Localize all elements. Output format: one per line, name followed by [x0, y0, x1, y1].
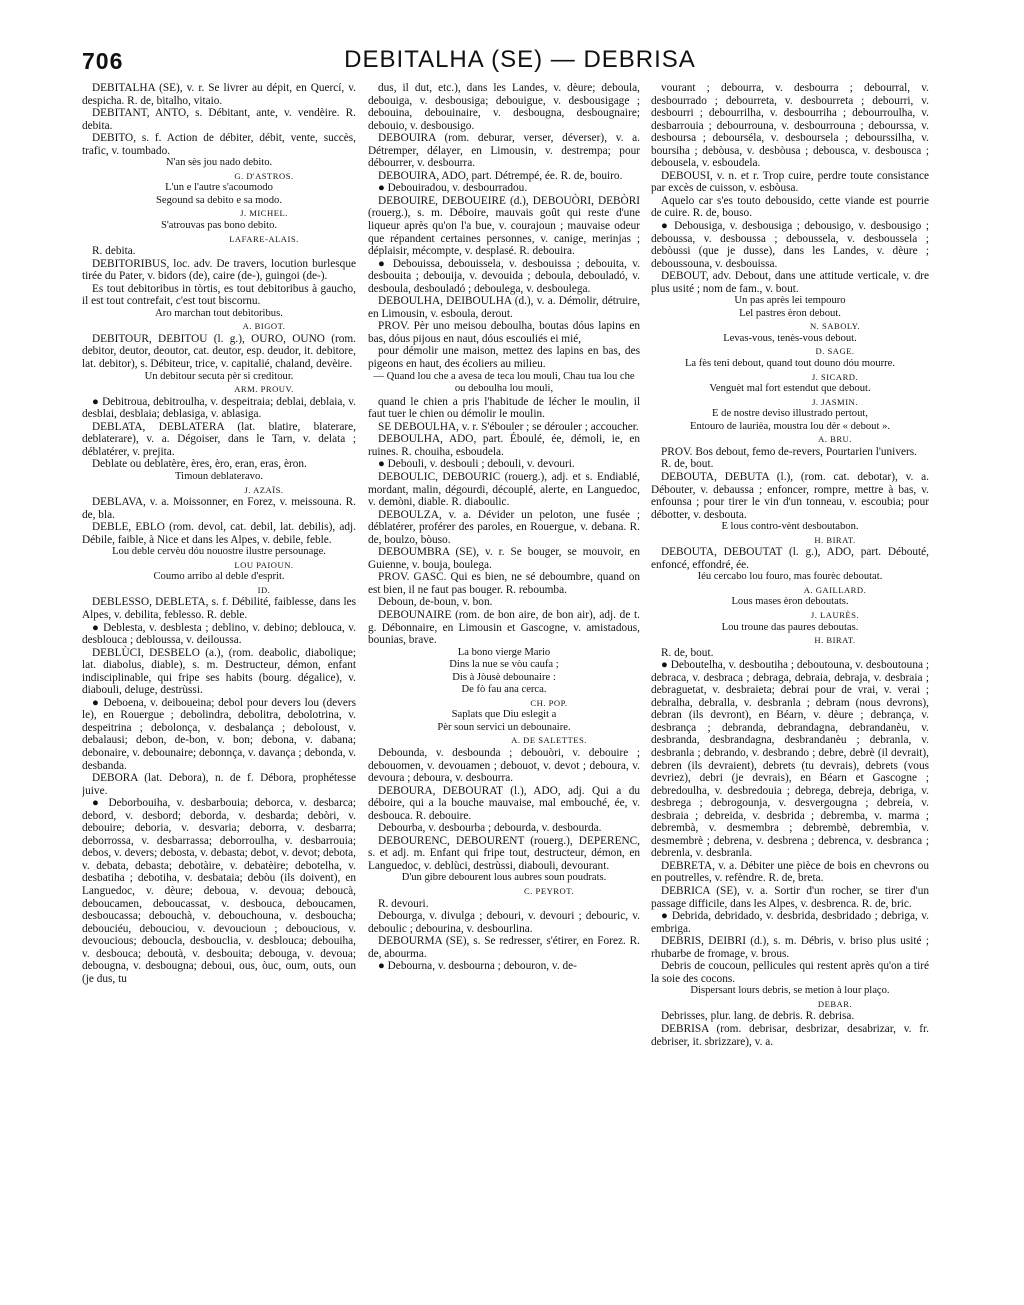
- entry-paragraph: DEBLÙCI, DESBELO (a.), (rom. deabolic, diabolique; lat. diabolus, diable), s. m. Destructeur, démon, enfant indisciplinable, qui fripe ses habits (bourg. dégalice), v. diabouli, deluge, destrùssi.: [82, 646, 356, 697]
- entry-paragraph: Debourba, v. desbourba ; debourda, v. desbourda.: [378, 822, 602, 835]
- citation-author: H. BIRAT.: [814, 635, 856, 646]
- entry-paragraph: DEBOURENC, DEBOURENT (rouerg.), DEPERENC, s. et adj. m. Enfant qui fripe tout, destructeur, démon, en Languedoc, v. deblùci, destrùssi, diabouli, devourant.: [368, 834, 640, 872]
- citation-author: A. DE SALETTES.: [511, 735, 587, 746]
- entry-paragraph: Es tout debitoribus in tòrtis, es tout debitoribus à gaucho, il est tout contrefait, c'est tout biscornu.: [82, 282, 356, 308]
- citation-author: A. GAILLARD.: [803, 584, 867, 595]
- entry-paragraph: DEBITORIBUS, loc. adv. De travers, locution burlesque tirée du Pater, v. bidors (de), caire (de-), guingoi (de-).: [82, 257, 356, 283]
- citation-quote: Segound sa debito e sa modo.: [156, 194, 282, 206]
- entry-paragraph: ● Deborbouiha, v. desbarbouia; deborca, v. desbarca; debord, v. desbord; deborda, v. desbarda; debòri, v. debouire; deboria, v. desvaria; deborra, v. desbarra; deborrossa, v. desbarrassa; deborroulha, v. desbarrouia; debos, v. devers; debosta, v. debasta; debot, v. devot; debota, v. debata, debasta; debotàire, v. debatèire; debotelha, v. desbatiha ; debotiha, v. desbataia; debòu (ils doivent), en Languedoc, v. dèure; deboua, v. devoua; deboucà, deboucamen, deboucassat, v. desbouca, deboucamen, desboucassa; debouchà, v. debouchouna, v. desboucha; debouciéu, debouciou, v. devoucioun ; deboucious, v. devoucious; deboucla, desbouclia, v. desblouca; debouiha, v. desbouca; deboutà, v. desbouita; debouga, v. devoua; debougna, v. desbougna; deboui, ous, òuc, oum, outs, oun (je dus, tu: [82, 797, 356, 985]
- citation-author: DEBAR.: [817, 998, 853, 1009]
- citation-author: J. JASMIN.: [812, 396, 858, 407]
- citation-quote: N'an sès jou nado debito.: [165, 157, 273, 169]
- citation-author: D. SAGE.: [815, 346, 855, 357]
- citation-quote: E de nostre deviso illustrado pertout,: [712, 408, 868, 420]
- citation-author: ARM. PROUV.: [234, 384, 294, 395]
- entry-paragraph: DEBORA (lat. Debora), n. de f. Débora, prophétesse juive.: [82, 772, 356, 797]
- entry-paragraph: Deblate ou deblatère, ères, èro, eran, eras, èron.: [92, 458, 307, 471]
- citation-quote: D'un gibre debourent lous aubres soun poudrats.: [401, 872, 607, 884]
- citation-quote: Dins la nue se vòu caufa ;: [449, 659, 559, 671]
- citation-quote: Coumo arribo al deble d'esprit.: [153, 571, 285, 583]
- entry-paragraph: Deboun, de-boun, v. bon.: [378, 596, 493, 609]
- citation-quote: S'atrouvas pas bono debito.: [160, 220, 278, 232]
- citation-quote: Iéu cercabo lou fouro, mas fourèc deboutat.: [697, 571, 883, 583]
- citation-quote: E lous contro-vènt desboutabon.: [721, 521, 859, 533]
- entry-paragraph: pour démolir une maison, mettez des lapins en bas, des pigeons en haut, des écoliers au milieu.: [368, 345, 640, 371]
- entry-paragraph: DEBOURA, DEBOURAT (l.), ADO, adj. Qui a du déboire, qui a la bouche mauvaise, mal embouché, ée, v. desbouca. R. debouire.: [368, 784, 640, 822]
- entry-paragraph: DEBOUT, adv. Debout, dans une attitude verticale, v. dre plus usité ; nom de fam., v. bout.: [651, 270, 929, 295]
- entry-paragraph: DEBOUIRA (rom. deburar, verser, déverser), v. a. Détremper, délayer, en Limousin, v. destrempa; pour débourrer, v. desbourra.: [368, 132, 640, 170]
- entry-paragraph: DEBOUIRA, ADO, part. Détrempé, ée. R. de, bouiro.: [378, 169, 623, 182]
- entry-paragraph: Debrisses, plur. lang. de debris. R. debrisa.: [661, 1010, 855, 1023]
- citation-quote: Lou troune das paures deboutas.: [721, 621, 859, 633]
- citation-author: A. BRU.: [818, 434, 852, 445]
- entry-paragraph: Aquelo car s'es touto debousido, cette viande est pourrie de cuire. R. de, bouso.: [651, 194, 929, 220]
- entry-paragraph: DEBLAVA, v. a. Moissonner, en Forez, v. meissouna. R. de, bla.: [82, 496, 356, 521]
- entry-paragraph: R. debita.: [92, 245, 136, 258]
- page-number: 706: [82, 48, 124, 74]
- entry-paragraph: SE DEBOULHA, v. r. S'ébouler ; se dérouler ; accoucher.: [378, 420, 639, 433]
- entry-paragraph: DEBITOUR, DEBITOU (l. g.), OURO, OUNO (rom. debitor, deutor, deoutor, cat. deutor, esp. deudor, it. debitore, lat. debitor), s. Débiteur, trice, v. capitalié, chaland, devèire.: [82, 332, 356, 371]
- entry-paragraph: DEBOULHA, ADO, part. Éboulé, ée, démoli, ie, en ruines. R. chouiha, esboudela.: [368, 433, 640, 458]
- entry-paragraph: DEBRIS, DEIBRI (d.), s. m. Débris, v. briso plus usité ; rhubarbe de fromage, v. brous.: [651, 935, 929, 960]
- entry-paragraph: R. de, bout.: [661, 646, 714, 659]
- citation-quote: De fò fau ana cerca.: [461, 684, 547, 696]
- citation-quote: Lous mases èron deboutats.: [731, 596, 849, 608]
- page-header: [82, 44, 958, 82]
- citation-quote: Lel pastres èron debout.: [739, 307, 841, 319]
- entry-paragraph: DEBOURMA (SE), s. Se redresser, s'étirer, en Forez. R. de, abourma.: [368, 935, 640, 960]
- entry-paragraph: ● Debrida, debridado, v. desbrida, desbridado ; debriga, v. embriga.: [651, 910, 929, 935]
- entry-paragraph: ● Deblesta, v. desblesta ; deblino, v. debino; deblouca, v. desblouca ; debloussa, v. deiloussa.: [82, 621, 356, 647]
- citation-quote: — Quand lou che a avesa de teca lou mouli, Chau tua lou che ou deboulha lou mouli,: [373, 370, 635, 395]
- entry-paragraph: DEBRICA (SE), v. a. Sortir d'un rocher, se tirer d'un passage difficile, dans les Alpes, v. desbrenca. R. de, bric.: [651, 885, 929, 910]
- citation-quote: Timoun deblateravo.: [175, 470, 263, 482]
- column-1: [82, 82, 356, 1297]
- entry-paragraph: DEBOUMBRA (SE), v. r. Se bouger, se mouvoir, en Guienne, v. bouja, boulega.: [368, 546, 640, 571]
- citation-quote: Venguèt mal fort estendut que debout.: [709, 383, 871, 395]
- entry-paragraph: PROV. Pèr uno meisou deboulha, boutas dóus lapins en bas, dóus pijous en naut, dóus escouliés ei mié,: [368, 320, 640, 345]
- entry-paragraph: ● Debouiradou, v. desbourradou.: [378, 182, 528, 195]
- citation-quote: L'un e l'autre s'acoumodo: [165, 182, 273, 194]
- entry-paragraph: DEBITO, s. f. Action de débiter, débit, vente, succès, trafic, v. toumbado.: [82, 132, 356, 157]
- citation-author: J. LAURÈS.: [810, 609, 860, 620]
- citation-quote: Pèr soun servici un debounaire.: [437, 721, 571, 733]
- citation-quote: Saplats que Diu eslegit a: [451, 709, 557, 721]
- entry-paragraph: DEBITANT, ANTO, s. Débitant, ante, v. vendèire. R. debita.: [82, 107, 356, 132]
- citation-author: A. BIGOT.: [242, 321, 286, 332]
- entry-paragraph: Debourga, v. divulga ; debouri, v. devouri ; debouric, v. debouliс ; debourina, v. desbourlina.: [368, 910, 640, 935]
- entry-paragraph: Debounda, v. desbounda ; debouòri, v. debouire ; debouomen, v. devouamen ; debouot, v. devot ; deboura, v. devoura ; deboura, v. desbourra.: [368, 746, 640, 785]
- entry-paragraph: ● Debouissa, debouissela, v. desbouissa ; debouita, v. desbouita ; debouija, v. devouida ; deboula, debouladó, v. desboula, desbouladó ; deboulega, v. desboulega.: [368, 257, 640, 295]
- entry-paragraph: DEBOUIRE, DEBOUEIRE (d.), DEBOUÒRI, DEBÒRI (rouerg.), s. m. Déboire, mauvais goût qui reste d'une liqueur après qu'on l'a bue, v. courajoun ; mauvaise odeur que répandent certaines personnes, v. canige, merinjas ; déplaisir, mécompte, v. desplasé. R. debouira.: [368, 194, 640, 258]
- citation-quote: Dispersant lours debris, se metion à lour plaço.: [690, 985, 890, 997]
- running-title: DEBITALHA (SE) — DEBRISA: [344, 46, 696, 73]
- citation-quote: Un pas après lei tempouro: [734, 295, 846, 307]
- entry-paragraph: DEBOUTA, DEBOUTAT (l. g.), ADO, part. Débouté, enfoncé, effondré, ée.: [651, 546, 929, 571]
- entry-paragraph: DEBLATA, DEBLATERA (lat. blatire, blaterare, deblaterare), v. a. Dégoiser, dans le Tarn, v. delata ; déblatérer, v. prejita.: [82, 420, 356, 458]
- citation-author: C. PEYROT.: [524, 886, 574, 896]
- entry-paragraph: DEBLESSO, DEBLETA, s. f. Débilité, faiblesse, dans les Alpes, v. debilita, feblesso. R. deble.: [82, 596, 356, 621]
- entry-paragraph: DEBITALHA (SE), v. r. Se livrer au dépit, en Quercí, v. despicha. R. de, bitalho, vitaio.: [82, 82, 356, 107]
- entry-paragraph: dus, il dut, etc.), dans les Landes, v. dèure; deboula, debouiga, v. desbousiga; debouigue, v. desbousigage ; debouina, debouinaire, v. desbougna, desbougnaire; debouio, v. desbousigo.: [368, 82, 640, 132]
- entry-paragraph: DEBOULZA, v. a. Dévider un peloton, une fusée ; déblatérer, proférer des paroles, en Rouergue, v. debana. R. de, boulzo, bòuso.: [368, 508, 640, 546]
- entry-paragraph: DEBRETA, v. a. Débiter une pièce de bois en chevrons ou en poutrelles, v. refèndre. R. de, breta.: [651, 859, 929, 885]
- citation-author: H. BIRAT.: [814, 534, 856, 545]
- column-3: [651, 82, 929, 1297]
- entry-paragraph: DEBOULIC, DEBOURIC (rouerg.), adj. et s. Endiablé, mordant, malin, dégourdi, découplé, alerte, en Languedoc, v. demòni, diable. R. diabouliс.: [368, 470, 640, 509]
- entry-paragraph: PROV. GASC. Qui es bien, ne sé deboumbre, quand on est bien, il ne faut pas bouger. R. reboumba.: [368, 571, 640, 596]
- entry-paragraph: DEBLE, EBLO (rom. devol, cat. debil, lat. debilis), adj. Débile, faible, à Nice et dans les Alpes, v. debile, feble.: [82, 521, 356, 546]
- entry-paragraph: ● Debousiga, v. desbousiga ; debousigo, v. desbousigo ; deboussa, v. desboussa ; deboussela, v. desboussela ; debòussi (que je dusse), dans les Landes, v. dèure ; deboussouna, v. desbouissa.: [651, 220, 929, 270]
- entry-paragraph: R. devouri.: [378, 897, 429, 910]
- citation-author: LAFARE-ALAIS.: [229, 233, 299, 244]
- citation-author: N. SABOLY.: [809, 321, 861, 332]
- citation-quote: Dis à Jòusè debounaire :: [452, 671, 556, 683]
- citation-quote: La bono vierge Mario: [457, 646, 551, 658]
- entry-paragraph: DEBRISA (rom. debrisar, desbrizar, desabrizar, v. fr. debriser, it. sbrizzare), v. a.: [651, 1023, 929, 1048]
- citation-quote: Aro marchan tout debitoribus.: [155, 307, 283, 319]
- citation-author: ID.: [257, 584, 271, 595]
- entry-paragraph: quand le chien a pris l'habitude de lécher le moulin, il faut tuer le chien ou démolir le moulin.: [368, 395, 640, 421]
- entry-paragraph: ● Debouli, v. desbouli ; debouli, v. devouri.: [378, 458, 575, 471]
- entry-paragraph: PROV. Bos debout, femo de-revers, Pourtarien l'univers.: [661, 445, 917, 458]
- entry-paragraph: Debris de coucoun, pellicules qui restent après qu'on a tiré la soie des cocons.: [651, 960, 929, 985]
- citation-quote: Levas-vous, tenès-vous debout.: [723, 332, 857, 344]
- entry-paragraph: ● Debitroua, debitroulha, v. despeitraia; deblai, deblaia, v. desblai, desblaia; deblasiga, v. ablasiga.: [82, 395, 356, 421]
- entry-paragraph: DEBOUTA, DEBUTA (l.), (rom. cat. debotar), v. a. Débouter, v. debaussa ; enfoncer, rompre, mettre à bas, v. enfounsa ; pour tirer le vin d'un tonneau, v. escoubia; pour débotter, v. desbouta.: [651, 470, 929, 521]
- citation-quote: La fès teni debout, quand tout douno dóu mourre.: [684, 358, 896, 370]
- citation-author: J. AZAÏS.: [244, 484, 284, 495]
- entry-paragraph: ● Debourna, v. desbourna ; debouron, v. de-: [378, 960, 577, 973]
- entry-paragraph: vourant ; debourra, v. desbourra ; debourral, v. desbourrado ; debourreta, v. desbourreta ; debourri, v. desbourri ; debourrilha, v. desbourriha ; debourroulha, v. desbarrouia ; debourrouna, v. desbourrouna ; debourssa, v. desboursa ; debourséla, v. desboursela ; debourssilha, v. boursiha ; debòusa, v. desbòusa ; debousca, v. desbousca ; debousela, v. esboudela.: [651, 82, 929, 170]
- citation-author: J. SICARD.: [811, 371, 859, 382]
- citation-quote: Lou deble cervèu dóu nouostre ilustre persounage.: [112, 546, 326, 558]
- citation-author: J. MICHEL.: [240, 208, 288, 219]
- citation-quote: Un debitour secuta pèr si creditour.: [144, 370, 294, 382]
- citation-author: G. D'ASTROS.: [234, 170, 294, 181]
- entry-paragraph: DEBOUSI, v. n. et r. Trop cuire, perdre toute consistance par excès de cuisson, v. esbòusa.: [651, 169, 929, 195]
- citation-quote: Entouro de laurièa, moustra lou dèr « debout ».: [689, 420, 891, 432]
- citation-author: CH. POP.: [530, 697, 568, 708]
- citation-author: LOU PAIOUN.: [234, 559, 294, 570]
- entry-paragraph: DEBOULHA, DEIBOULHA (d.), v. a. Démolir, détruire, en Limousin, v. esboula, derout.: [368, 295, 640, 320]
- entry-paragraph: R. de, bout.: [661, 458, 714, 471]
- entry-paragraph: DEBOUNAIRE (rom. de bon aire, de bon air), adj. de t. g. Débonnaire, en Limousin et Gascogne, v. amistadous, bounias, brave.: [368, 608, 640, 647]
- column-2: [368, 82, 640, 1297]
- entry-paragraph: ● Deboutelha, v. desboutiha ; deboutouna, v. desboutouna ; debraca, v. desbraca ; debraga, debraia, debraja, v. desbraia ; debraguetat, v. desbraieta; debrai pour de vrai, v. verai ; debralha, debralla, v. desbranla ; debram (nous devrons), debran (ils devront), en Béarn, v. dèure ; debrança, v. desbrança ; debranda, debrandagna, debrandanèu, v. desbranda, desbrandagna, desbrandanèu ; debranla, v. desbranla ; debrando, v. desbrando ; debre, debrè (il devrait), debren (ils devraient), debrets (tu devrais), debrets (vous devriez), debri (je devrais), en Béarn et Gascogne ; debredoulha, v. desbredouia ; debrega, debreja, debriga, v. desbrega ; debrogounja, v. desvergougna ; debreia, v. desbraia ; debreida, v. desbrida ; debremba, v. marma ; debrembà, v. desmembra ; debrembè, debrembìa, v. desmembrè ; debrena, v. desbrena ; debrenca, v. desbranca ; debrenla, v. desbranla.: [651, 659, 929, 860]
- entry-paragraph: ● Deboena, v. deiboueina; debol pour devers lou (devers le), en Rouergue ; debolindra, debolitra, debolotrina, v. despeitrina ; debolonça, v. desbalança ; deboloust, v. debalausi; debon, de-bon, v. bon; debona, v. dabana; debonaire, v. debounaire; debonnça, v. davança ; debonda, v. desbanda.: [82, 696, 356, 772]
